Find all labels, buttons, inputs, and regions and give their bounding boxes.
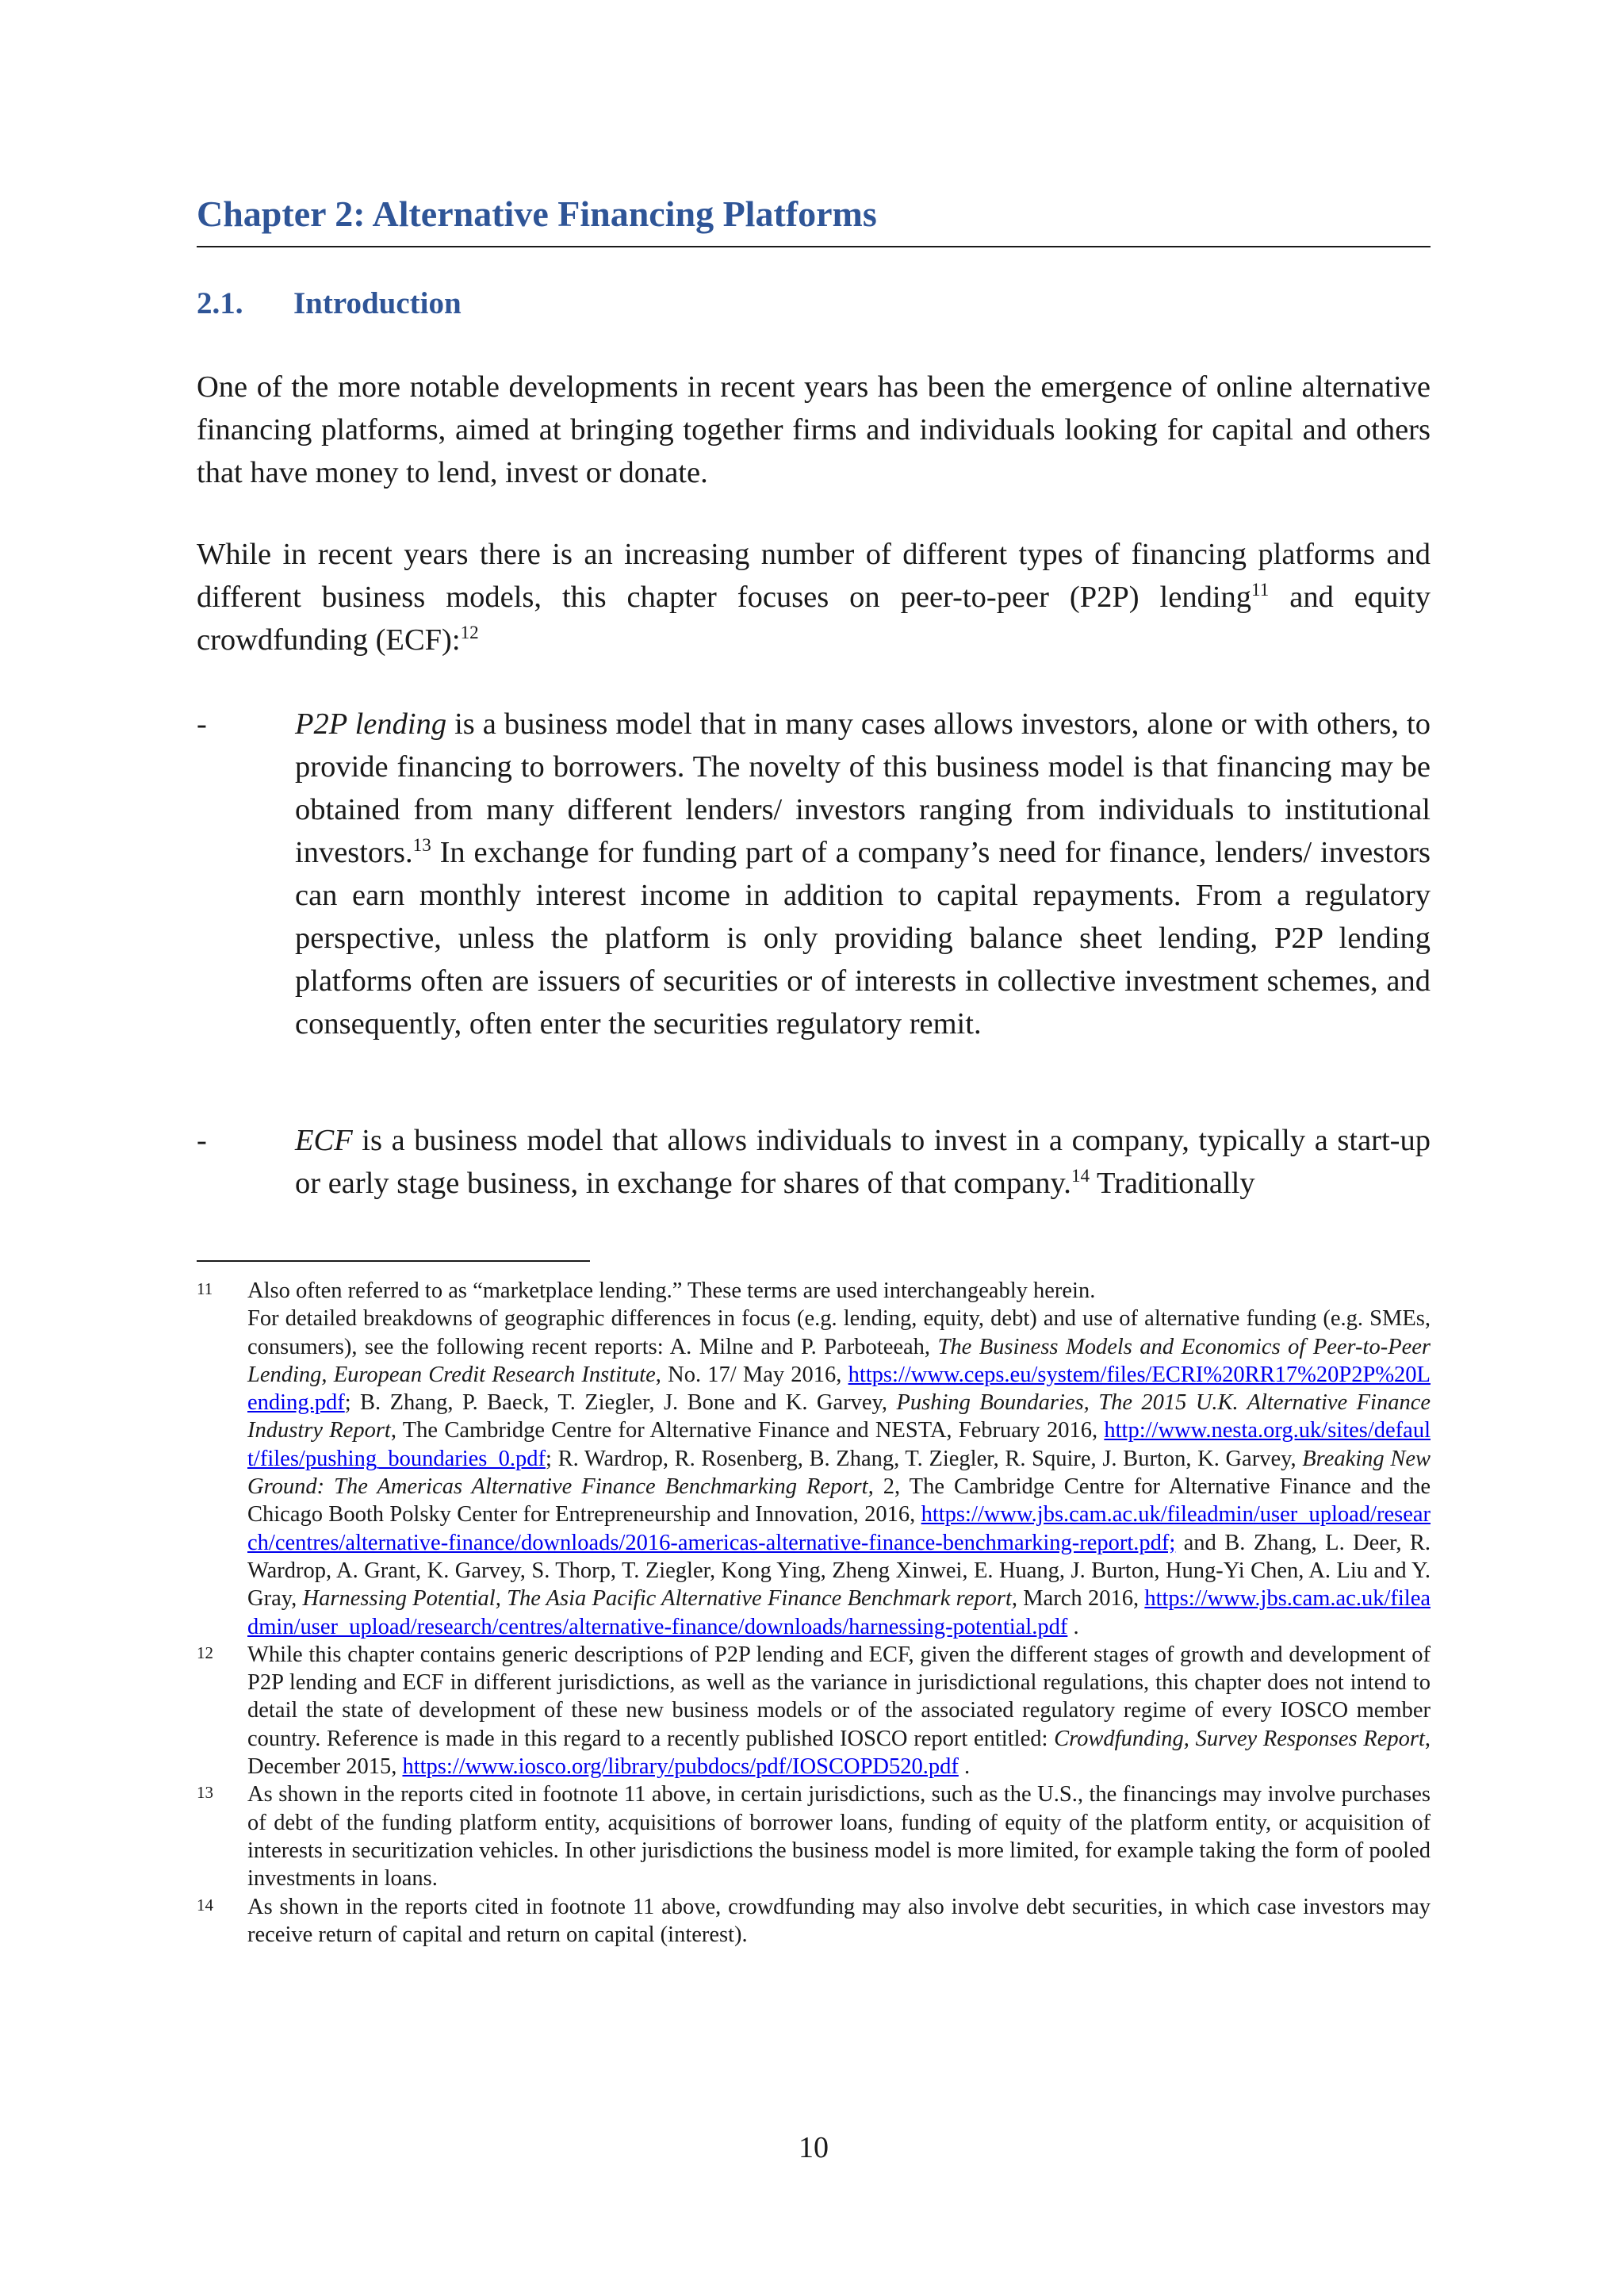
footnote-text-part: , March 2016, [1011, 1586, 1145, 1612]
paragraph-focus-text: While in recent years there is an increasing number of different types of financing platforms and different business models, this chapter focuses on peer-to-peer (P2P) lending [197, 538, 1431, 614]
bullet-dash: - [197, 707, 207, 741]
footnote-12 [197, 1641, 1431, 1780]
footnote-ref-11[interactable]: 11 [1251, 579, 1270, 600]
footnote-separator [197, 1260, 590, 1262]
bullet-p2p-lending [197, 703, 1431, 1045]
bullet-term: ECF [295, 1124, 353, 1157]
footnote-text-part: . [1067, 1614, 1079, 1639]
footnote-text-part: , December 2015, [247, 1726, 1431, 1780]
footnote-number: 14 [197, 1895, 213, 1915]
footnote-line: Also often referred to as “marketplace lending.” These terms are used interchangeably herein. [247, 1278, 1096, 1303]
footnote-number: 12 [197, 1642, 213, 1662]
report-link[interactable]: https://www.iosco.org/library/pubdocs/pdf/IOSCOPD520.pdf [402, 1754, 959, 1780]
report-link[interactable]: https://www.ceps.eu/system/files/ECRI%20RR17%20P2P%20Lending.pdf [247, 1362, 1431, 1416]
bullet-text-part: is a business model that in many cases allows investors, alone or with others, to provide financing to borrowers. The novelty of this business model is that financing may be obtained from many different lenders/ investors ranging from individuals to institutional investors. [295, 707, 1431, 869]
footnote-text-part: 2, The Cambridge Centre for Alternative Finance and the Chicago Booth Polsky Center for Entrepreneurship and Innovation, 2016, [247, 1474, 1431, 1527]
footnote-number: 13 [197, 1783, 213, 1803]
footnote-text [247, 1893, 1431, 1949]
chapter-title-rule [197, 246, 1431, 247]
footnote-ref-12[interactable]: 12 [460, 622, 479, 643]
footnote-14 [197, 1893, 1431, 1949]
footnote-13 [197, 1780, 1431, 1892]
bullet-text-part: is a business model that allows individuals to invest in a company, typically a start-up or early stage business, in exchange for shares of that company. [295, 1124, 1431, 1200]
report-title: Breaking New Ground: The Americas Alternative Finance Benchmarking Report, [247, 1446, 1431, 1500]
bullet-dash: - [197, 1124, 207, 1157]
footnote-text-part: While this chapter contains generic descriptions of P2P lending and ECF, given the different stages of growth and development of P2P lending and ECF in different jurisdictions, as well as the variance in jurisdictional regulations, this chapter does not intend to detail the state of development of these new business models or of the associated regulatory regime of every IOSCO member country. Reference is made in this regard to a recently published IOSCO report entitled: [247, 1642, 1431, 1751]
footnotes [197, 1277, 1431, 1949]
footnote-line: As shown in the reports cited in footnote 11 above, in certain jurisdictions, such as the U.S., the financings may involve purchases of debt of the funding platform entity, acquisitions of borrower loans, funding of equity of the platform entity, or acquisition of interests in securitization vehicles. In other jurisdictions the business model is more limited, for example taking the form of pooled investments in loans. [247, 1782, 1431, 1892]
footnote-ref-14[interactable]: 14 [1071, 1165, 1090, 1186]
footnote-text [247, 1641, 1431, 1780]
report-link[interactable]: https://www.jbs.cam.ac.uk/fileadmin/user_upload/research/centres/alternative-finance/downloads/2016-americas-alternative-finance-benchmarking-report.pdf; [247, 1502, 1431, 1555]
bullet-text-part: Traditionally [1090, 1167, 1255, 1200]
section-title: Introduction [293, 286, 462, 320]
section-number: 2.1. [197, 286, 243, 320]
report-link[interactable]: http://www.nesta.org.uk/sites/default/files/pushing_boundaries_0.pdf [247, 1418, 1431, 1471]
report-title: The Business Models and Economics of Peer-to-Peer Lending, European Credit Research Institute [247, 1334, 1431, 1387]
footnote-line [247, 1305, 1431, 1641]
footnote-line [247, 1641, 1431, 1780]
footnote-text-part: ; B. Zhang, P. Baeck, T. Ziegler, J. Bone and K. Garvey, [344, 1390, 897, 1416]
paragraph-focus-text-end: and equity crowdfunding (ECF): [197, 581, 1431, 657]
footnote-text [247, 1780, 1431, 1892]
footnote-text-part: , The Cambridge Centre for Alternative Finance and NESTA, February 2016, [390, 1418, 1105, 1443]
report-link[interactable]: https://www.jbs.cam.ac.uk/fileadmin/user_upload/research/centres/alternative-finance/downloads/harnessing-potential.pdf [247, 1586, 1431, 1639]
footnote-number: 11 [197, 1279, 213, 1298]
paragraph-focus [197, 533, 1431, 661]
report-title: Pushing Boundaries, The 2015 U.K. Alternative Finance Industry Report [247, 1390, 1431, 1443]
footnote-ref-13[interactable]: 13 [412, 834, 431, 856]
footnote-line: As shown in the reports cited in footnote 11 above, crowdfunding may also involve debt securities, in which case investors may receive return of capital and return on capital (interest). [247, 1894, 1431, 1947]
footnote-text-part: ; R. Wardrop, R. Rosenberg, B. Zhang, T. Ziegler, R. Squire, J. Burton, K. Garvey, [546, 1446, 1303, 1471]
footnote-text-part: . [958, 1754, 971, 1780]
bullet-term: P2P lending [295, 707, 447, 741]
footnote-11 [197, 1277, 1431, 1641]
footnote-text-part: For detailed breakdowns of geographic differences in focus (e.g. lending, equity, debt) and use of alternative funding (e.g. SMEs, consumers), see the following recent reports: A. Milne and P. Parboteeah, [247, 1306, 1431, 1359]
report-title: Crowdfunding, Survey Responses Report [1054, 1726, 1425, 1751]
footnote-text-part: and B. Zhang, L. Deer, R. Wardrop, A. Grant, K. Garvey, S. Thorp, T. Ziegler, Kong Ying, Zheng Xinwei, E. Huang, J. Burton, Hung-Yi Chen, A. Liu and Y. Gray, [247, 1530, 1431, 1612]
bullet-text-part: In exchange for funding part of a company’s need for finance, lenders/ investors can earn monthly interest income in addition to capital repayments. From a regulatory perspective, unless the platform is only providing balance sheet lending, P2P lending platforms often are issuers of securities or of interests in collective investment schemes, and consequently, often enter the securities regulatory remit. [295, 836, 1431, 1041]
bullet-text [295, 1119, 1431, 1205]
section-heading [197, 286, 462, 321]
report-title: Harnessing Potential, The Asia Pacific Alternative Finance Benchmark report [302, 1586, 1012, 1612]
bullet-ecf [197, 1119, 1431, 1205]
paragraph-intro: One of the more notable developments in recent years has been the emergence of online alternative financing platforms, aimed at bringing together firms and individuals looking for capital and others that have money to lend, invest or donate. [197, 370, 1431, 489]
chapter-title: Chapter 2: Alternative Financing Platforms [197, 194, 877, 234]
page-number: 10 [799, 2131, 829, 2164]
bullet-text [295, 703, 1431, 1045]
footnote-text [247, 1277, 1431, 1641]
footnote-text-part: , No. 17/ May 2016, [655, 1362, 848, 1387]
